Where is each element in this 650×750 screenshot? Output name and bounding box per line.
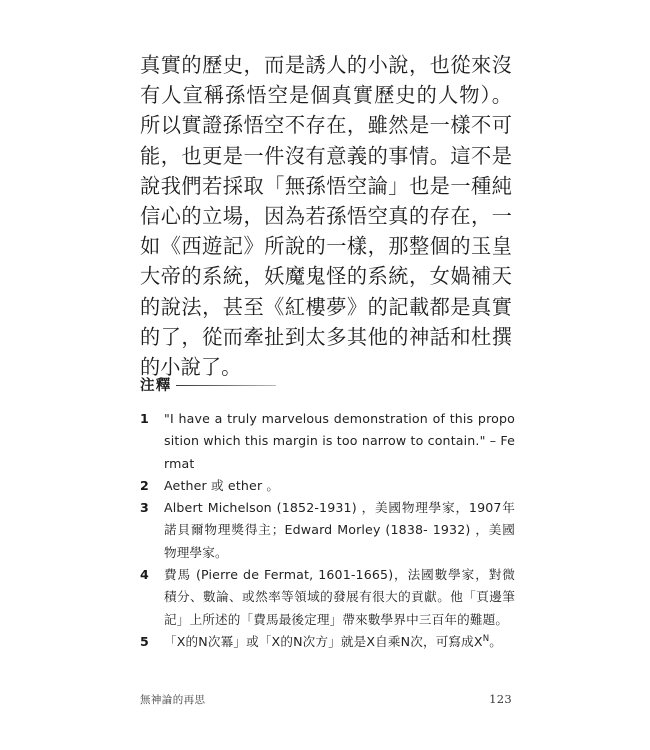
notes-heading xyxy=(140,374,515,394)
note-number: 4 xyxy=(140,567,149,583)
note-body-pre-sup: 「X的N次冪」或「X的N次方」就是X自乘N次，可寫成X xyxy=(164,633,483,649)
note-item-3 xyxy=(140,497,515,564)
note-item-4 xyxy=(140,564,515,631)
note-body xyxy=(164,631,515,653)
note-number: 2 xyxy=(140,477,149,493)
body-text-block xyxy=(140,50,512,382)
note-item-5 xyxy=(140,631,515,653)
note-number: 1 xyxy=(140,411,149,426)
note-body-post-sup: 。 xyxy=(489,633,502,649)
notes-section xyxy=(140,374,515,653)
body-paragraph: 真實的歷史，而是誘人的小說，也從來沒有人宣稱孫悟空是個真實歷史的人物）。所以實證孫悟空不存在，雖然是一樣不可能，也更是一件沒有意義的事情。這不是說我們若採取「無孫悟空論」也是一種純信心的立場，因為若孫悟空真的存在，一如《西遊記》所說的一樣，那整個的玉皇大帝的系統，妖魔鬼怪的系統，女媧補天的說法，甚至《紅樓夢》的記載都是真實的了，從而牽扯到太多其他的神話和杜撰的小說了。 xyxy=(140,53,512,380)
note-body: "I have a truly marvelous demonstration of this proposition which this margin is too narrow to contain." – Fermat xyxy=(164,411,515,471)
footer-page-number: 123 xyxy=(489,692,512,706)
page-footer xyxy=(140,692,512,707)
note-superscript: N xyxy=(482,633,490,644)
notes-heading-rule xyxy=(176,385,276,386)
note-body: Albert Michelson (1852-1931) ，美國物理學家，1907年諾貝爾物理獎得主；Edward Morley (1838- 1932) ，美國物理學家。 xyxy=(164,500,515,560)
note-item-2 xyxy=(140,475,515,497)
note-body: 費馬 (Pierre de Fermat, 1601-1665)，法國數學家，對微積分、數論、或然率等領域的發展有很大的貢獻。他「頁邊筆記」上所述的「費馬最後定理」帶來數學界中三百年的難題。 xyxy=(164,567,515,627)
note-number: 3 xyxy=(140,500,149,516)
note-number: 5 xyxy=(140,633,149,649)
note-item-1 xyxy=(140,408,515,475)
notes-heading-label: 注釋 xyxy=(140,377,172,394)
footer-book-title: 無神論的再思 xyxy=(140,694,206,706)
note-body: Aether 或 ether 。 xyxy=(164,477,280,493)
